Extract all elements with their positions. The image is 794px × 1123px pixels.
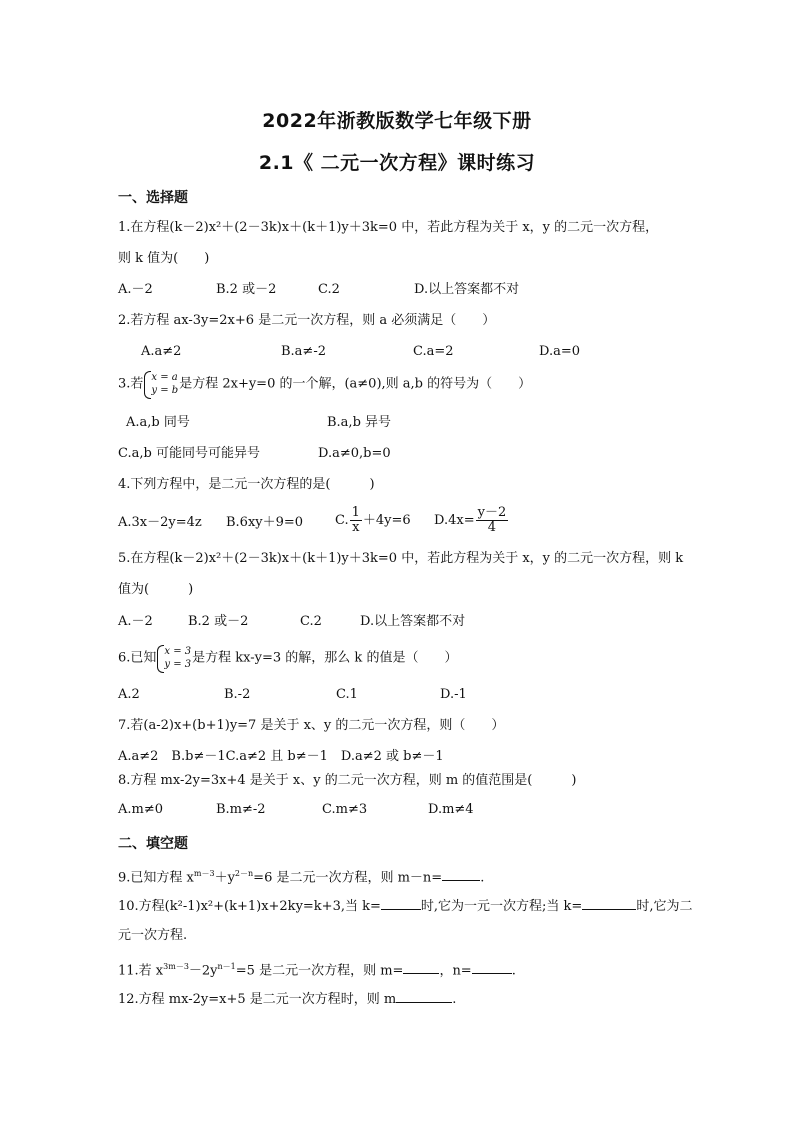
question-1-line-2: 则 k 值为( ) — [118, 251, 210, 266]
question-6-option-a: A.2 — [118, 687, 140, 702]
question-9-part-4: . — [480, 870, 485, 886]
question-8-option-d: D.m≠4 — [428, 802, 474, 817]
question-3-suffix: 是方程 2x+y=0 的一个解，(a≠0),则 a,b 的符号为（ ） — [179, 376, 532, 392]
question-7-text: 7.若(a-2)x+(b+1)y=7 是关于 x、y 的二元一次方程，则（ ） — [118, 718, 505, 733]
question-10-part-2: 时,它为一元一次方程;当 k= — [420, 899, 583, 914]
question-2-option-b: B.a≠-2 — [281, 344, 326, 359]
left-brace-icon — [144, 371, 151, 399]
question-6-equation-system — [157, 645, 191, 671]
question-1-option-a: A.－2 — [118, 282, 153, 297]
question-4-option-c-fraction — [350, 506, 362, 535]
fraction-numerator: y－2 — [477, 505, 507, 520]
question-8-text: 8.方程 mx-2y=3x+4 是关于 x、y 的二元一次方程，则 m 的值范围是( ) — [118, 773, 577, 788]
fraction-numerator: 1 — [351, 505, 360, 520]
question-11-exponent-2: n－1 — [217, 962, 236, 971]
question-5-option-b: B.2 或－2 — [188, 614, 249, 629]
question-4-text: 4.下列方程中，是二元一次方程的是( ) — [118, 477, 375, 492]
question-3-system-top: x = a — [151, 372, 178, 383]
question-10-line-1 — [118, 896, 692, 916]
question-1-option-b: B.2 或－2 — [216, 282, 277, 297]
question-9-part-1: 9.已知方程 x — [118, 870, 194, 886]
question-6-system-top: x = 3 — [164, 646, 192, 657]
question-4-option-c — [335, 506, 411, 535]
question-1-option-c: C.2 — [318, 282, 340, 297]
question-7-options: A.a≠2 B.b≠－1C.a≠2 且 b≠－1 D.a≠2 或 b≠－1 — [118, 749, 444, 764]
question-8-option-b: B.m≠-2 — [216, 802, 266, 817]
question-11-answer-blank-2[interactable] — [472, 960, 512, 974]
question-3-equation-system — [144, 371, 178, 397]
question-2-text: 2.若方程 ax-3y=2x+6 是二元一次方程，则 a 必须满足（ ） — [118, 313, 496, 328]
question-9-exponent-1: m－3 — [193, 869, 215, 878]
question-5-line-1: 5.在方程(k－2)x²＋(2－3k)x＋(k＋1)y＋3k=0 中，若此方程为关于 x，y 的二元一次方程，则 k — [118, 551, 684, 566]
question-12-text — [118, 989, 456, 1009]
question-11-answer-blank-1[interactable] — [403, 960, 439, 974]
question-6-option-b: B.-2 — [224, 687, 251, 702]
question-3-system-bottom: y = b — [151, 385, 179, 396]
question-11-part-3: =5 是二元一次方程，则 m= — [235, 963, 404, 979]
question-1-line-1: 1.在方程(k－2)x²＋(2－3k)x＋(k＋1)y＋3k=0 中，若此方程为关于 x，y 的二元一次方程， — [118, 220, 659, 235]
question-12-part-2: . — [452, 992, 457, 1007]
question-6-option-d: D.-1 — [440, 687, 467, 702]
question-4-option-a: A.3x－2y=4z — [118, 515, 202, 530]
fraction-denominator: x — [352, 520, 360, 535]
question-10-answer-blank-2[interactable] — [582, 896, 636, 910]
question-9-part-3: =6 是二元一次方程，则 m－n= — [253, 870, 443, 886]
fraction-denominator: 4 — [487, 520, 497, 535]
question-5-option-d: D.以上答案都不对 — [360, 614, 466, 629]
question-5-option-a: A.－2 — [118, 614, 153, 629]
question-4-option-b: B.6xy＋9=0 — [226, 515, 304, 530]
question-2-option-a: A.a≠2 — [141, 344, 182, 359]
question-9-part-2: ＋y — [214, 870, 235, 886]
question-6-text — [118, 645, 457, 671]
question-11-text — [118, 958, 516, 980]
question-4-option-d-prefix: D.4x= — [434, 513, 475, 528]
left-brace-icon — [157, 645, 164, 673]
question-11-part-5: . — [511, 963, 516, 979]
question-2-option-c: C.a=2 — [413, 344, 454, 359]
question-11-part-4: ，n= — [439, 963, 472, 979]
question-9-exponent-2: 2－n — [234, 869, 254, 878]
question-9-text — [118, 865, 484, 887]
question-11-part-1: 11.若 x — [118, 963, 164, 979]
question-4-option-c-suffix: ＋4y=6 — [362, 513, 411, 528]
question-6-suffix: 是方程 kx-y=3 的解，那么 k 的值是（ ） — [192, 650, 458, 666]
question-3-option-d: D.a≠0,b=0 — [318, 446, 391, 461]
question-3-option-b: B.a,b 异号 — [327, 415, 392, 430]
question-10-part-3: 时,它为二 — [636, 899, 693, 914]
question-6-system-bottom: y = 3 — [164, 659, 192, 670]
question-2-option-d: D.a=0 — [539, 344, 581, 359]
document-subtitle: 2.1《 二元一次方程》课时练习 — [258, 152, 536, 174]
question-11-exponent-1: 3m－3 — [163, 962, 189, 971]
question-12-part-1: 12.方程 mx-2y=x+5 是二元一次方程时，则 m — [118, 992, 397, 1007]
question-6-prefix: 6.已知 — [118, 650, 157, 666]
section-heading-choice: 一、选择题 — [118, 190, 188, 206]
question-8-option-c: C.m≠3 — [322, 802, 368, 817]
section-heading-fill: 二、填空题 — [118, 836, 188, 852]
question-10-line-2: 元一次方程. — [118, 928, 188, 943]
question-5-option-c: C.2 — [300, 614, 322, 629]
document-title: 2022年浙教版数学七年级下册 — [262, 110, 532, 132]
question-1-option-d: D.以上答案都不对 — [414, 282, 520, 297]
question-4-option-d-fraction — [476, 506, 509, 535]
question-3-option-a: A.a,b 同号 — [126, 415, 190, 430]
question-5-line-2: 值为( ) — [118, 582, 194, 597]
question-11-part-2: －2y — [188, 963, 218, 979]
question-4-option-d — [434, 506, 509, 535]
question-10-answer-blank-1[interactable] — [381, 896, 421, 910]
question-3-option-c: C.a,b 可能同号可能异号 — [118, 446, 260, 461]
question-6-option-c: C.1 — [336, 687, 358, 702]
question-9-answer-blank[interactable] — [442, 867, 480, 881]
question-10-part-1: 10.方程(k²-1)x²+(k+1)x+2ky=k+3,当 k= — [118, 899, 381, 914]
question-8-option-a: A.m≠0 — [118, 802, 164, 817]
question-3-prefix: 3.若 — [118, 376, 144, 392]
question-12-answer-blank[interactable] — [396, 989, 452, 1003]
question-3-text — [118, 371, 531, 397]
question-4-option-c-prefix: C. — [335, 513, 349, 528]
